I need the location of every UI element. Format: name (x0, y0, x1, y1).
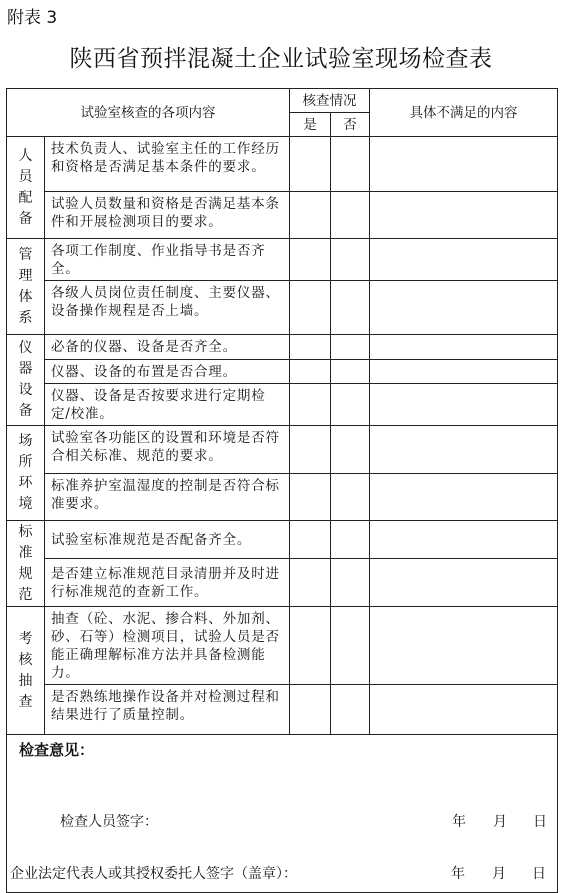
yes-cell[interactable] (290, 384, 331, 426)
opinion-month: 月 (493, 814, 507, 830)
yes-cell[interactable] (290, 192, 331, 239)
no-cell[interactable] (331, 474, 370, 521)
yes-cell[interactable] (290, 137, 331, 192)
no-cell[interactable] (331, 559, 370, 607)
check-item: 抽查（砼、水泥、掺合料、外加剂、砂、石等）检测项目，试验人员是否能正确理解标准方法并具备检测能力。 (45, 607, 290, 685)
no-cell[interactable] (331, 685, 370, 735)
no-cell[interactable] (331, 360, 370, 384)
category-environment (7, 426, 45, 521)
yes-cell[interactable] (290, 521, 331, 559)
yes-cell[interactable] (290, 559, 331, 607)
no-cell[interactable] (331, 239, 370, 281)
inspector-sign-label: 检查人员签字： (60, 814, 158, 830)
no-cell[interactable] (331, 426, 370, 474)
category-assessment (7, 607, 45, 735)
category-label: 人员配备 (18, 147, 33, 227)
document-title: 陕西省预拌混凝土企业试验室现场检查表 (69, 46, 493, 72)
yes-cell[interactable] (290, 685, 331, 735)
legal-rep-month: 月 (492, 866, 506, 882)
no-cell[interactable] (331, 384, 370, 426)
category-equipment (7, 335, 45, 426)
no-cell[interactable] (331, 192, 370, 239)
check-item: 标准养护室温湿度的控制是否符合标准要求。 (45, 474, 290, 521)
legal-rep-day: 日 (532, 866, 546, 882)
check-item: 是否熟练地操作设备并对检测过程和结果进行了质量控制。 (45, 685, 290, 735)
legal-rep-label: 企业法定代表人或其授权委托人签字（盖章）： (10, 866, 297, 882)
deficiency-cell[interactable] (370, 426, 558, 474)
deficiency-cell[interactable] (370, 384, 558, 426)
header-yes: 是 (290, 113, 331, 137)
check-item: 试验室标准规范是否配备齐全。 (45, 521, 290, 559)
no-cell[interactable] (331, 335, 370, 360)
yes-cell[interactable] (290, 281, 331, 335)
opinion-year: 年 (452, 814, 466, 830)
yes-cell[interactable] (290, 607, 331, 685)
category-label: 考核抽查 (18, 630, 33, 710)
deficiency-cell[interactable] (370, 559, 558, 607)
deficiency-cell[interactable] (370, 521, 558, 559)
check-item: 仪器、设备的布置是否合理。 (45, 360, 290, 384)
yes-cell[interactable] (290, 360, 331, 384)
check-item: 是否建立标准规范目录清册并及时进行标准规范的查新工作。 (45, 559, 290, 607)
header-check-status: 核查情况 (290, 89, 370, 113)
header-no: 否 (331, 113, 370, 137)
category-personnel (7, 137, 45, 239)
deficiency-cell[interactable] (370, 239, 558, 281)
check-item: 技术负责人、试验室主任的工作经历和资格是否满足基本条件的要求。 (45, 137, 290, 192)
no-cell[interactable] (331, 281, 370, 335)
deficiency-cell[interactable] (370, 335, 558, 360)
deficiency-cell[interactable] (370, 685, 558, 735)
category-standards (7, 521, 45, 607)
header-items: 试验室核查的各项内容 (7, 89, 290, 137)
deficiency-cell[interactable] (370, 360, 558, 384)
check-item: 试验人员数量和资格是否满足基本条件和开展检测项目的要求。 (45, 192, 290, 239)
check-item: 必备的仪器、设备是否齐全。 (45, 335, 290, 360)
check-item: 仪器、设备是否按要求进行定期检定/校准。 (45, 384, 290, 426)
legal-rep-year: 年 (451, 866, 465, 882)
opinion-day: 日 (533, 814, 547, 830)
opinion-title: 检查意见： (19, 741, 95, 759)
check-item: 各项工作制度、作业指导书是否齐全。 (45, 239, 290, 281)
deficiency-cell[interactable] (370, 137, 558, 192)
deficiency-cell[interactable] (370, 474, 558, 521)
no-cell[interactable] (331, 137, 370, 192)
check-item: 试验室各功能区的设置和环境是否符合相关标准、规范的要求。 (45, 426, 290, 474)
inspection-table (6, 88, 558, 893)
yes-cell[interactable] (290, 474, 331, 521)
yes-cell[interactable] (290, 426, 331, 474)
attachment-label: 附表 3 (7, 8, 58, 28)
category-label: 标准规范 (18, 523, 33, 603)
category-label: 仪器设备 (18, 340, 33, 419)
no-cell[interactable] (331, 521, 370, 559)
header-deficiency: 具体不满足的内容 (370, 89, 558, 137)
category-label: 场所环境 (18, 433, 33, 512)
check-item: 各级人员岗位责任制度、主要仪器、设备操作规程是否上墙。 (45, 281, 290, 335)
deficiency-cell[interactable] (370, 192, 558, 239)
yes-cell[interactable] (290, 335, 331, 360)
category-management (7, 239, 45, 335)
deficiency-cell[interactable] (370, 607, 558, 685)
no-cell[interactable] (331, 607, 370, 685)
category-label: 管理体系 (18, 246, 33, 326)
deficiency-cell[interactable] (370, 281, 558, 335)
yes-cell[interactable] (290, 239, 331, 281)
